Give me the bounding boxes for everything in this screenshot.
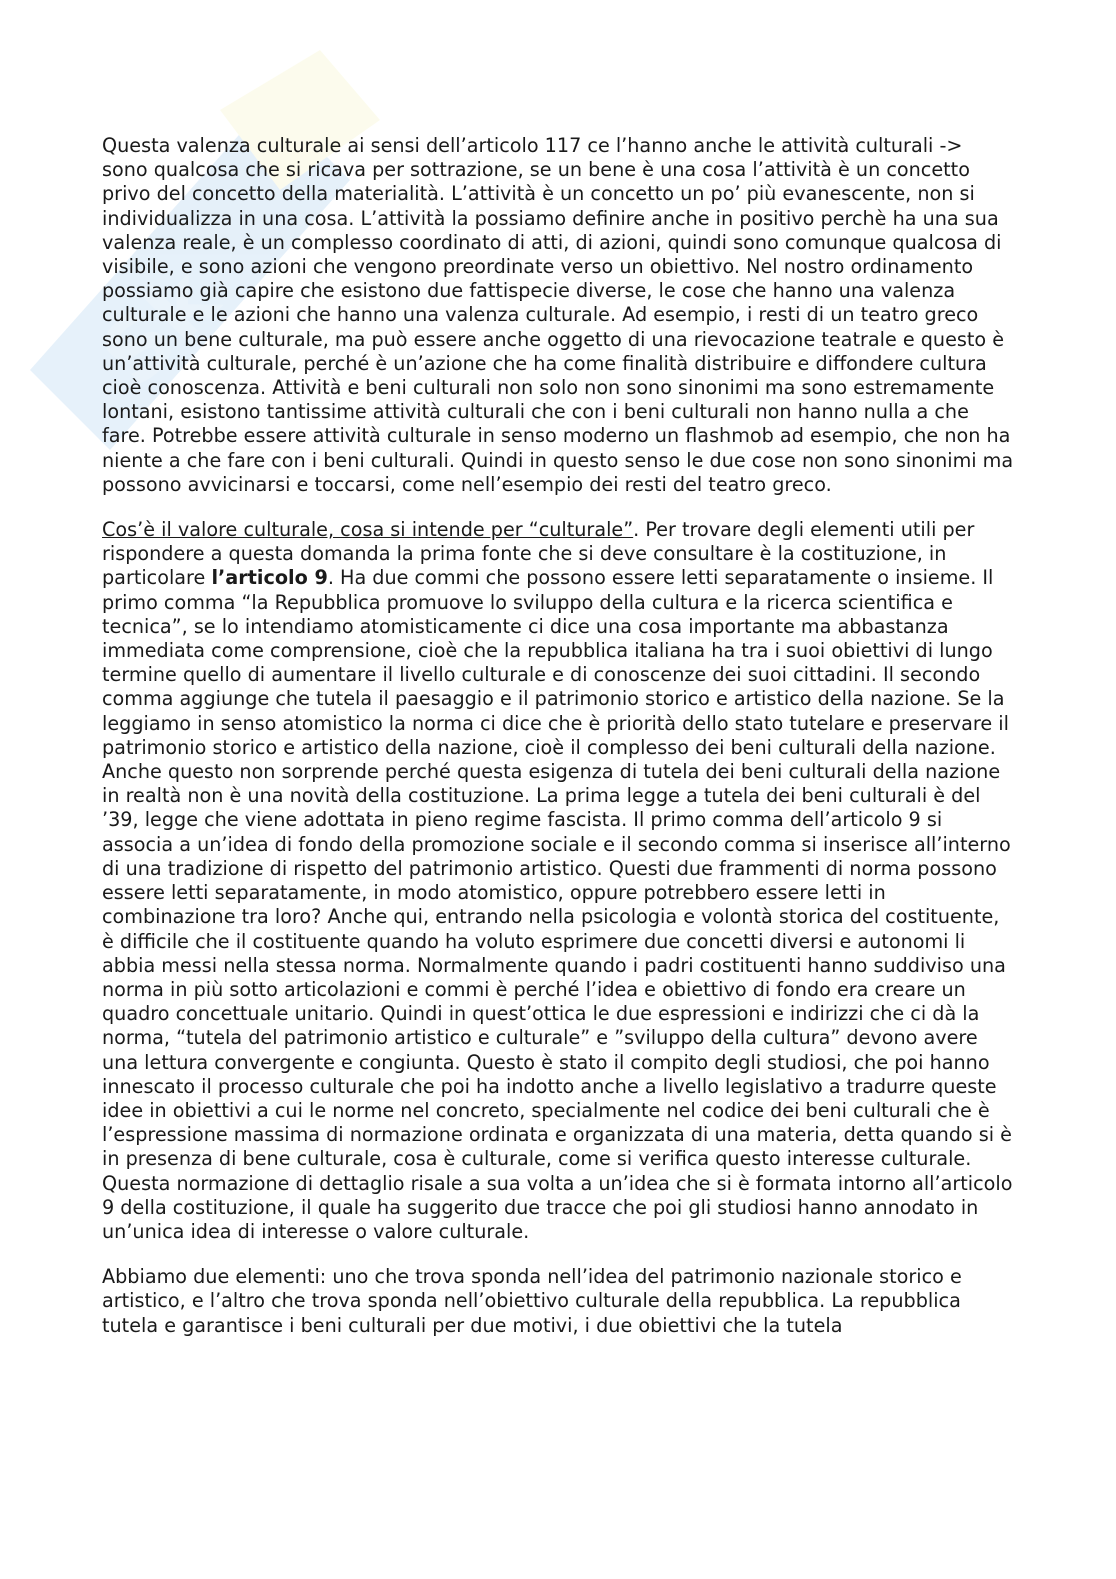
paragraph-valore-culturale [102,518,1014,1244]
bold-reference-articolo-9: l’articolo 9 [211,566,328,590]
section-heading-valore-culturale: Cos’è il valore culturale, cosa si intende per “culturale” [102,518,634,542]
paragraph-attivita-culturali: Questa valenza culturale ai sensi dell’articolo 117 ce l’hanno anche le attività culturali -> sono qualcosa che si ricava per sottrazione, se un bene è una cosa l’attività è un concetto privo del concetto della materialità. L’attività è un concetto un po’ più evanescente, non si individualizza in una cosa. L’attività la possiamo definire anche in positivo perchè ha una sua valenza reale, è un complesso coordinato di atti, di azioni, quindi sono comunque qualcosa di visibile, e sono azioni che vengono preordinate verso un obiettivo. Nel nostro ordinamento possiamo già capire che esistono due fattispecie diverse, le cose che hanno una valenza culturale e le azioni che hanno una valenza culturale. Ad esempio, i resti di un teatro greco sono un bene culturale, ma può essere anche oggetto di una rievocazione teatrale e questo è un’attività culturale, perché è un’azione che ha come finalità distribuire e diffondere cultura cioè conoscenza. Attività e beni culturali non solo non sono sinonimi ma sono estremamente lontani, esistono tantissime attività culturali che con i beni culturali non hanno nulla a che fare. Potrebbe essere attività culturale in senso moderno un flashmob ad esempio, che non ha niente a che fare con i beni culturali. Quindi in questo senso le due cose non sono sinonimi ma possono avvicinarsi e toccarsi, come nell’esempio dei resti del teatro greco. [102,134,1014,496]
document-body [102,134,1014,1359]
svg-text:Sk: Sk [82,250,238,406]
paragraph-text-after-bold: . Ha due commi che possono essere letti separatamente o insieme. Il primo comma “la Repubblica promuove lo sviluppo della cultura e la ricerca scientifica e tecnica”, se lo intendiamo atomisticamente ci dice una cosa importante ma abbastanza immediata come comprensione, cioè che la repubblica italiana ha tra i suoi obiettivi di lungo termine quello di aumentare il livello culturale e di conoscenze dei suoi cittadini. Il secondo comma aggiunge che tutela il paesaggio e il patrimonio storico e artistico della nazione. Se la leggiamo in senso atomistico la norma ci dice che è priorità dello stato tutelare e preservare il patrimonio storico e artistico della nazione, cioè il complesso dei beni culturali della nazione. Anche questo non sorprende perché questa esigenza di tutela dei beni culturali della nazione in realtà non è una novità della costituzione. La prima legge a tutela dei beni culturali è del ’39, legge che viene adottata in pieno regime fascista. Il primo comma dell’articolo 9 si associa a un’idea di fondo della promozione sociale e il secondo comma si inserisce all’interno di una tradizione di rispetto del patrimonio artistico. Questi due frammenti di norma possono essere letti separatamente, in modo atomistico, oppure potrebbero essere letti in combinazione tra loro? Anche qui, entrando nella psicologia e volontà storica del costituente, è difficile che il costituente quando ha voluto esprimere due concetti diversi e autonomi li abbia messi nella stessa norma. Normalmente quando i padri costituenti hanno suddiviso una norma in più sotto articolazioni e commi è perché l’idea e obiettivo di fondo era creare un quadro concettuale unitario. Quindi in quest’ottica le due espressioni e indirizzi che ci dà la norma, “tutela del patrimonio artistico e culturale” e ”sviluppo della cultura” devono avere una lettura convergente e congiunta. Questo è stato il compito degli studiosi, che poi hanno innescato il processo culturale che poi ha indotto anche a livello legislativo a tradurre queste idee in obiettivi a cui le norme nel concreto, specialmente nel codice dei beni culturali che è l’espressione massima di normazione ordinata e organizzata di una materia, detta quando si è in presenza di bene culturale, cosa è culturale, come si verifica questo interesse culturale. Questa normazione di dettaglio risale a sua volta a un’idea che si è formata intorno all’articolo 9 della costituzione, il quale ha suggerito due tracce che poi gli studiosi hanno annodato in un’unica idea di interesse o valore culturale. [102,566,1013,1243]
paragraph-due-elementi: Abbiamo due elementi: uno che trova sponda nell’idea del patrimonio nazionale storico e artistico, e l’altro che trova sponda nell’obiettivo culturale della repubblica. La repubblica tutela e garantisce i beni culturali per due motivi, i due obiettivi che la tutela [102,1265,962,1337]
paragraph-text-before-bold: . Per trovare degli elementi utili per rispondere a questa domanda la prima fonte che si deve consultare è la costituzione, in particolare [102,518,975,590]
